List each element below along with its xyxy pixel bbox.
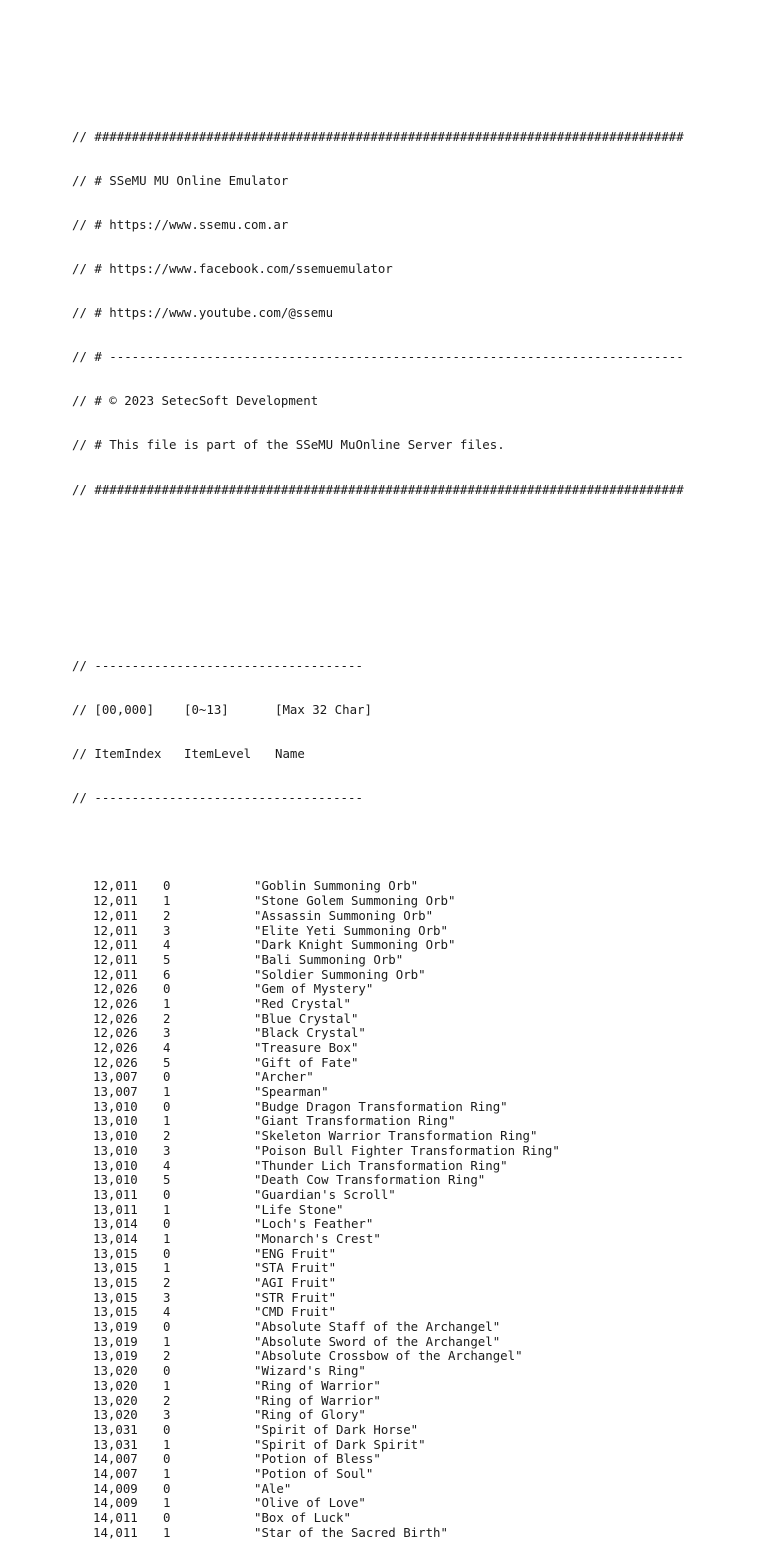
item-level: 3 bbox=[163, 1289, 171, 1305]
item-index: 12,026 bbox=[93, 1025, 138, 1041]
item-index: 14,007 bbox=[93, 1465, 138, 1481]
header-line: // ############################################################################### bbox=[72, 128, 684, 144]
table-row bbox=[72, 953, 684, 968]
header-line: // # This file is part of the SSeMU MuOnline Server files. bbox=[72, 437, 505, 453]
table-row bbox=[72, 879, 684, 894]
table-row bbox=[72, 1291, 684, 1306]
item-index: 12,011 bbox=[93, 922, 138, 938]
column-format-name: [Max 32 Char] bbox=[275, 702, 372, 718]
item-name: "Absolute Sword of the Archangel" bbox=[254, 1333, 501, 1349]
item-index: 12,011 bbox=[93, 907, 138, 923]
item-index: 13,010 bbox=[93, 1128, 138, 1144]
item-name: "Budge Dragon Transformation Ring" bbox=[254, 1098, 508, 1114]
item-index: 14,009 bbox=[93, 1480, 138, 1496]
item-name: "Archer" bbox=[254, 1069, 314, 1085]
header-line: // ############################################################################### bbox=[72, 481, 684, 497]
item-level: 2 bbox=[163, 1128, 171, 1144]
table-row bbox=[72, 1526, 684, 1541]
item-level: 1 bbox=[163, 995, 171, 1011]
item-name: "ENG Fruit" bbox=[254, 1245, 337, 1261]
item-name: "Bali Summoning Orb" bbox=[254, 951, 404, 967]
item-name: "Olive of Love" bbox=[254, 1495, 366, 1511]
item-index: 13,010 bbox=[93, 1113, 138, 1129]
table-header-rule: // ------------------------------------ bbox=[72, 790, 363, 806]
item-name: "Ring of Warrior" bbox=[254, 1377, 381, 1393]
item-level: 2 bbox=[163, 907, 171, 923]
table-row bbox=[72, 1320, 684, 1335]
item-index: 13,020 bbox=[93, 1363, 138, 1379]
item-level: 3 bbox=[163, 922, 171, 938]
item-name: "Dark Knight Summoning Orb" bbox=[254, 937, 456, 953]
table-row bbox=[72, 1188, 684, 1203]
table-row bbox=[72, 909, 684, 924]
item-level: 2 bbox=[163, 1348, 171, 1364]
item-level: 0 bbox=[163, 1098, 171, 1114]
item-level: 3 bbox=[163, 1025, 171, 1041]
table-row bbox=[72, 1305, 684, 1320]
item-name: "Box of Luck" bbox=[254, 1510, 351, 1526]
item-level: 1 bbox=[163, 1465, 171, 1481]
item-name: "Potion of Bless" bbox=[254, 1451, 381, 1467]
table-row bbox=[72, 1144, 684, 1159]
table-header-rule: // ------------------------------------ bbox=[72, 657, 363, 673]
item-level: 4 bbox=[163, 1157, 171, 1173]
item-index: 13,010 bbox=[93, 1172, 138, 1188]
item-name: "Poison Bull Fighter Transformation Ring" bbox=[254, 1142, 560, 1158]
item-level: 1 bbox=[163, 893, 171, 909]
item-level: 0 bbox=[163, 1186, 171, 1202]
header-line: // # https://www.facebook.com/ssemuemulator bbox=[72, 261, 393, 277]
table-row bbox=[72, 1012, 684, 1027]
item-table-body bbox=[72, 879, 684, 1540]
header-line: // # © 2023 SetecSoft Development bbox=[72, 393, 319, 409]
item-name: "Spirit of Dark Spirit" bbox=[254, 1436, 426, 1452]
item-level: 0 bbox=[163, 1451, 171, 1467]
table-row bbox=[72, 1335, 684, 1350]
header-line: // # ----------------------------------------------------------------------------- bbox=[72, 349, 684, 365]
item-name: "Ring of Glory" bbox=[254, 1407, 366, 1423]
item-index: 13,007 bbox=[93, 1069, 138, 1085]
table-header-row bbox=[72, 747, 684, 762]
item-level: 0 bbox=[163, 1216, 171, 1232]
table-row bbox=[72, 1511, 684, 1526]
item-index: 13,007 bbox=[93, 1084, 138, 1100]
item-index: 13,020 bbox=[93, 1407, 138, 1423]
item-index: 13,011 bbox=[93, 1201, 138, 1217]
table-row bbox=[72, 1349, 684, 1364]
table-row bbox=[72, 1438, 684, 1453]
item-name: "Stone Golem Summoning Orb" bbox=[254, 893, 456, 909]
table-row bbox=[72, 938, 684, 953]
item-name: "Monarch's Crest" bbox=[254, 1230, 381, 1246]
item-level: 0 bbox=[163, 878, 171, 894]
item-level: 3 bbox=[163, 1407, 171, 1423]
item-name: "Absolute Crossbow of the Archangel" bbox=[254, 1348, 523, 1364]
item-level: 0 bbox=[163, 1363, 171, 1379]
table-row bbox=[72, 1423, 684, 1438]
item-level: 1 bbox=[163, 1436, 171, 1452]
column-title-index: // ItemIndex bbox=[72, 746, 162, 762]
item-index: 13,019 bbox=[93, 1333, 138, 1349]
item-level: 0 bbox=[163, 1245, 171, 1261]
column-title-level: ItemLevel bbox=[184, 746, 252, 762]
item-index: 13,015 bbox=[93, 1275, 138, 1291]
item-index: 14,011 bbox=[93, 1510, 138, 1526]
table-row bbox=[72, 1232, 684, 1247]
item-name: "Soldier Summoning Orb" bbox=[254, 966, 426, 982]
item-level: 0 bbox=[163, 981, 171, 997]
table-row bbox=[72, 1452, 684, 1467]
item-index: 12,026 bbox=[93, 1054, 138, 1070]
header-line: // # https://www.youtube.com/@ssemu bbox=[72, 305, 334, 321]
table-row bbox=[72, 1496, 684, 1511]
table-row bbox=[72, 1217, 684, 1232]
item-level: 6 bbox=[163, 966, 171, 982]
table-row bbox=[72, 894, 684, 909]
table-row bbox=[72, 997, 684, 1012]
item-level: 0 bbox=[163, 1480, 171, 1496]
item-level: 1 bbox=[163, 1230, 171, 1246]
table-row bbox=[72, 1247, 684, 1262]
item-name: "Ring of Warrior" bbox=[254, 1392, 381, 1408]
column-format-index: // [00,000] bbox=[72, 702, 155, 718]
item-index: 14,011 bbox=[93, 1524, 138, 1540]
table-row bbox=[72, 1364, 684, 1379]
item-index: 13,015 bbox=[93, 1260, 138, 1276]
table-row bbox=[72, 1467, 684, 1482]
item-name: "Elite Yeti Summoning Orb" bbox=[254, 922, 448, 938]
item-level: 3 bbox=[163, 1142, 171, 1158]
table-header-row bbox=[72, 703, 684, 718]
item-index: 14,009 bbox=[93, 1495, 138, 1511]
item-name: "Assassin Summoning Orb" bbox=[254, 907, 434, 923]
item-level: 2 bbox=[163, 1392, 171, 1408]
item-name: "Potion of Soul" bbox=[254, 1465, 374, 1481]
item-name: "Wizard's Ring" bbox=[254, 1363, 366, 1379]
item-index: 12,011 bbox=[93, 966, 138, 982]
table-row bbox=[72, 982, 684, 997]
table-row bbox=[72, 1041, 684, 1056]
item-level: 0 bbox=[163, 1319, 171, 1335]
column-title-name: Name bbox=[275, 746, 305, 762]
item-name: "Giant Transformation Ring" bbox=[254, 1113, 456, 1129]
table-row bbox=[72, 1261, 684, 1276]
header-line: // # https://www.ssemu.com.ar bbox=[72, 217, 289, 232]
item-index: 14,007 bbox=[93, 1451, 138, 1467]
item-level: 2 bbox=[163, 1275, 171, 1291]
item-level: 2 bbox=[163, 1010, 171, 1026]
table-row bbox=[72, 1276, 684, 1291]
table-row bbox=[72, 1173, 684, 1188]
item-level: 1 bbox=[163, 1201, 171, 1217]
item-name: "Life Stone" bbox=[254, 1201, 344, 1217]
table-row bbox=[72, 1379, 684, 1394]
item-level: 4 bbox=[163, 1304, 171, 1320]
item-index: 13,010 bbox=[93, 1157, 138, 1173]
item-level: 1 bbox=[163, 1495, 171, 1511]
file-header-block bbox=[72, 100, 684, 526]
item-name: "Death Cow Transformation Ring" bbox=[254, 1172, 486, 1188]
item-index: 13,014 bbox=[93, 1230, 138, 1246]
item-index: 12,026 bbox=[93, 981, 138, 997]
item-index: 13,015 bbox=[93, 1304, 138, 1320]
item-level: 5 bbox=[163, 1172, 171, 1188]
item-level: 1 bbox=[163, 1333, 171, 1349]
item-level: 1 bbox=[163, 1377, 171, 1393]
item-index: 12,026 bbox=[93, 1040, 138, 1056]
item-name: "Gem of Mystery" bbox=[254, 981, 374, 997]
item-name: "Treasure Box" bbox=[254, 1040, 359, 1056]
item-index: 12,011 bbox=[93, 893, 138, 909]
table-row bbox=[72, 1085, 684, 1100]
table-row bbox=[72, 1114, 684, 1129]
table-row bbox=[72, 1203, 684, 1218]
item-name: "Skeleton Warrior Transformation Ring" bbox=[254, 1128, 538, 1144]
item-index: 13,010 bbox=[93, 1098, 138, 1114]
table-row bbox=[72, 1070, 684, 1085]
item-index: 13,011 bbox=[93, 1186, 138, 1202]
item-level: 1 bbox=[163, 1260, 171, 1276]
item-name: "Black Crystal" bbox=[254, 1025, 366, 1041]
item-name: "CMD Fruit" bbox=[254, 1304, 337, 1320]
item-name: "Gift of Fate" bbox=[254, 1054, 359, 1070]
item-level: 5 bbox=[163, 1054, 171, 1070]
item-index: 13,020 bbox=[93, 1377, 138, 1393]
item-index: 13,014 bbox=[93, 1216, 138, 1232]
item-name: "AGI Fruit" bbox=[254, 1275, 337, 1291]
table-row bbox=[72, 1129, 684, 1144]
item-level: 1 bbox=[163, 1113, 171, 1129]
item-name: "Red Crystal" bbox=[254, 995, 351, 1011]
table-row bbox=[72, 1408, 684, 1423]
item-level: 0 bbox=[163, 1421, 171, 1437]
table-row bbox=[72, 1394, 684, 1409]
item-index: 12,011 bbox=[93, 878, 138, 894]
item-name: "Goblin Summoning Orb" bbox=[254, 878, 419, 894]
column-format-level: [0~13] bbox=[184, 702, 229, 718]
table-row bbox=[72, 924, 684, 939]
item-index: 12,026 bbox=[93, 1010, 138, 1026]
item-index: 13,019 bbox=[93, 1348, 138, 1364]
table-header bbox=[72, 630, 684, 836]
item-name: "Thunder Lich Transformation Ring" bbox=[254, 1157, 508, 1173]
item-level: 0 bbox=[163, 1069, 171, 1085]
blank-line bbox=[72, 571, 684, 586]
item-index: 12,011 bbox=[93, 951, 138, 967]
item-level: 0 bbox=[163, 1510, 171, 1526]
table-row bbox=[72, 1159, 684, 1174]
item-index: 13,010 bbox=[93, 1142, 138, 1158]
item-name: "Star of the Sacred Birth" bbox=[254, 1524, 448, 1540]
item-level: 1 bbox=[163, 1524, 171, 1540]
item-index: 13,031 bbox=[93, 1436, 138, 1452]
item-name: "Ale" bbox=[254, 1480, 292, 1496]
item-name: "Spirit of Dark Horse" bbox=[254, 1421, 419, 1437]
item-level: 1 bbox=[163, 1084, 171, 1100]
document-text bbox=[72, 71, 684, 1555]
item-name: "Blue Crystal" bbox=[254, 1010, 359, 1026]
table-row bbox=[72, 1026, 684, 1041]
header-line: // # SSeMU MU Online Emulator bbox=[72, 172, 289, 188]
item-name: "STA Fruit" bbox=[254, 1260, 337, 1276]
item-name: "Loch's Feather" bbox=[254, 1216, 374, 1232]
item-index: 12,026 bbox=[93, 995, 138, 1011]
item-index: 13,031 bbox=[93, 1421, 138, 1437]
item-index: 13,020 bbox=[93, 1392, 138, 1408]
table-row bbox=[72, 1056, 684, 1071]
item-index: 13,015 bbox=[93, 1289, 138, 1305]
item-name: "STR Fruit" bbox=[254, 1289, 337, 1305]
item-level: 4 bbox=[163, 1040, 171, 1056]
item-name: "Spearman" bbox=[254, 1084, 329, 1100]
item-name: "Guardian's Scroll" bbox=[254, 1186, 396, 1202]
item-level: 4 bbox=[163, 937, 171, 953]
item-index: 13,015 bbox=[93, 1245, 138, 1261]
table-row bbox=[72, 1482, 684, 1497]
item-index: 13,019 bbox=[93, 1319, 138, 1335]
item-index: 12,011 bbox=[93, 937, 138, 953]
table-row bbox=[72, 968, 684, 983]
item-level: 5 bbox=[163, 951, 171, 967]
table-row bbox=[72, 1100, 684, 1115]
item-name: "Absolute Staff of the Archangel" bbox=[254, 1319, 501, 1335]
